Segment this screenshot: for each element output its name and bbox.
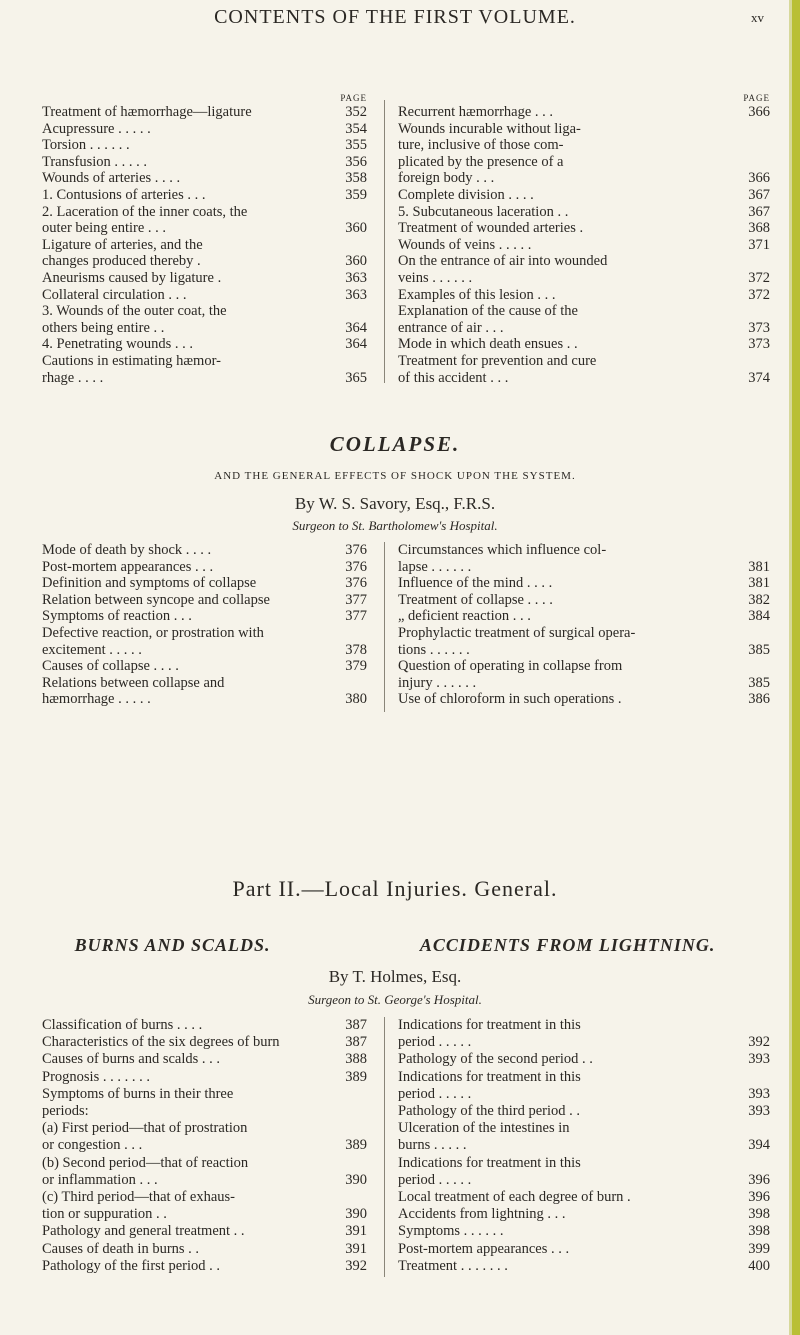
toc-entry xyxy=(398,1206,770,1223)
toc-entry-page: 377 xyxy=(345,591,367,608)
toc-entry-text: Characteristics of the six degrees of burn xyxy=(42,1034,280,1051)
toc-entry xyxy=(398,559,770,576)
lightning-title: ACCIDENTS FROM LIGHTNING. xyxy=(419,935,716,955)
toc-entry-text: others being entire . . xyxy=(42,319,165,336)
toc-entry-page: 381 xyxy=(748,558,770,575)
toc-entry-page: 363 xyxy=(345,269,367,286)
toc-entry xyxy=(42,270,367,287)
toc-entry xyxy=(398,253,770,270)
toc-entry-text: 5. Subcutaneous laceration . . xyxy=(398,203,569,220)
toc-entry xyxy=(42,1051,367,1068)
toc-entry-text: Post-mortem appearances . . . xyxy=(398,1240,570,1257)
toc-entry xyxy=(398,1258,770,1275)
toc-entry-text: Accidents from lightning . . . xyxy=(398,1206,566,1223)
toc-entry xyxy=(42,303,367,320)
toc-entry-text: (b) Second period—that of reaction xyxy=(42,1154,249,1171)
toc-entry-text: Examples of this lesion . . . xyxy=(398,286,556,303)
toc-entry-page: 376 xyxy=(345,542,367,558)
toc-entry-page: 392 xyxy=(345,1257,367,1274)
toc-entry xyxy=(398,542,770,559)
burns-author: By T. Holmes, Esq. xyxy=(328,967,462,986)
toc-entry xyxy=(42,625,367,642)
toc-entry xyxy=(42,1120,367,1137)
toc-entry-text: Symptoms of reaction . . . xyxy=(42,608,192,625)
toc-entry xyxy=(42,1069,367,1086)
toc-entry-text: 4. Penetrating wounds . . . xyxy=(42,336,194,353)
toc-entry-text: Pathology of the third period . . xyxy=(398,1103,581,1120)
toc-entry-text: of this accident . . . xyxy=(398,369,509,386)
toc-entry-text: „ deficient reaction . . . xyxy=(398,608,531,625)
toc-entry-page: 396 xyxy=(748,1171,770,1188)
toc-entry-page: 389 xyxy=(345,1137,367,1154)
toc-entry-text: Wounds of arteries . . . . xyxy=(42,170,181,187)
toc-entry xyxy=(42,320,367,337)
toc-entry-page: 389 xyxy=(345,1068,367,1085)
toc-entry-page: 379 xyxy=(345,658,367,675)
toc-entry-page: 373 xyxy=(748,336,770,353)
toc-entry-text: period . . . . . xyxy=(398,1171,472,1188)
toc-entry xyxy=(398,691,770,708)
toc-entry-text: plicated by the presence of a xyxy=(398,153,564,170)
toc-entry-page: 359 xyxy=(345,186,367,203)
toc-entry xyxy=(398,121,770,138)
toc-entry xyxy=(398,1086,770,1103)
toc-entry-text: changes produced thereby . xyxy=(42,253,201,270)
toc-entry xyxy=(398,642,770,659)
toc-entry-page: 363 xyxy=(345,286,367,303)
toc-entry-page: 356 xyxy=(345,153,367,170)
toc-entry xyxy=(42,370,367,387)
toc-entry-page: 355 xyxy=(345,137,367,154)
toc-entry-text: Collateral circulation . . . xyxy=(42,286,187,303)
toc-entry-page: 387 xyxy=(345,1034,367,1051)
toc-entry-page: 385 xyxy=(748,674,770,691)
toc-entry-text: outer being entire . . . xyxy=(42,220,167,237)
column-divider xyxy=(384,1017,385,1277)
toc-entry-page: 386 xyxy=(748,691,770,708)
toc-entry xyxy=(42,592,367,609)
burns-right-column xyxy=(398,1017,770,1275)
toc-entry xyxy=(398,608,770,625)
toc-entry xyxy=(398,1155,770,1172)
toc-entry xyxy=(398,237,770,254)
toc-entry xyxy=(398,287,770,304)
running-title: CONTENTS OF THE FIRST VOLUME. xyxy=(214,6,576,28)
toc-entry-page: 384 xyxy=(748,608,770,625)
toc-entry-text: Ligature of arteries, and the xyxy=(42,236,203,253)
toc-entry-text: Causes of burns and scalds . . . xyxy=(42,1051,221,1068)
toc-entry-text: Treatment of wounded arteries . xyxy=(398,220,584,237)
toc-entry-text: Post-mortem appearances . . . xyxy=(42,558,214,575)
toc-entry-text: Definition and symptoms of collapse xyxy=(42,575,257,592)
collapse-title: COLLAPSE. xyxy=(329,432,461,456)
toc-entry-page: 390 xyxy=(345,1171,367,1188)
toc-entry-text: lapse . . . . . . xyxy=(398,558,472,575)
toc-entry-text: Relation between syncope and collapse xyxy=(42,591,270,608)
toc-entry xyxy=(398,336,770,353)
toc-entry-text: hæmorrhage . . . . . xyxy=(42,691,151,708)
toc-entry-text: (a) First period—that of prostration xyxy=(42,1120,248,1137)
toc-entry-text: Recurrent hæmorrhage . . . xyxy=(398,104,554,120)
toc-entry xyxy=(398,204,770,221)
toc-entry xyxy=(398,658,770,675)
toc-entry-text: Torsion . . . . . . xyxy=(42,137,130,154)
top-left-column xyxy=(42,93,367,386)
toc-entry-text: Classification of burns . . . . xyxy=(42,1017,203,1033)
toc-entry-page: 366 xyxy=(748,170,770,187)
toc-entry xyxy=(398,1017,770,1034)
toc-entry xyxy=(42,170,367,187)
toc-entry-page: 398 xyxy=(748,1206,770,1223)
toc-entry-page: 393 xyxy=(748,1051,770,1068)
toc-entry xyxy=(398,1034,770,1051)
toc-entry xyxy=(42,1103,367,1120)
toc-entry xyxy=(398,575,770,592)
toc-entry-text: Wounds of veins . . . . . xyxy=(398,236,532,253)
toc-entry xyxy=(42,137,367,154)
toc-entry-text: Circumstances which influence col- xyxy=(398,542,607,558)
toc-entry xyxy=(398,1241,770,1258)
column-divider xyxy=(384,542,385,712)
toc-entry-text: or inflammation . . . xyxy=(42,1171,158,1188)
toc-entry-page: 381 xyxy=(748,575,770,592)
toc-entry-text: Transfusion . . . . . xyxy=(42,153,148,170)
toc-entry-page: 372 xyxy=(748,286,770,303)
toc-entry xyxy=(398,1189,770,1206)
toc-entry xyxy=(398,1137,770,1154)
toc-entry xyxy=(42,204,367,221)
burns-headings xyxy=(0,935,790,956)
collapse-affiliation: Surgeon to St. Bartholomew's Hospital. xyxy=(292,518,498,533)
toc-entry-text: Treatment of hæmorrhage—ligature xyxy=(42,104,252,120)
toc-entry-page: 385 xyxy=(748,641,770,658)
toc-entry-page: 378 xyxy=(345,641,367,658)
page-label: PAGE xyxy=(340,93,367,103)
toc-entry-text: 2. Laceration of the inner coats, the xyxy=(42,203,248,220)
toc-entry-text: Indications for treatment in this xyxy=(398,1068,581,1085)
toc-entry-page: 376 xyxy=(345,575,367,592)
toc-entry xyxy=(42,1223,367,1240)
toc-entry-text: Aneurisms caused by ligature . xyxy=(42,269,222,286)
toc-entry-text: excitement . . . . . xyxy=(42,641,142,658)
toc-entry xyxy=(398,137,770,154)
toc-entry-text: period . . . . . xyxy=(398,1085,472,1102)
toc-entry xyxy=(42,121,367,138)
toc-entry-page: 372 xyxy=(748,269,770,286)
burns-left-column xyxy=(42,1017,367,1275)
page-edge-shadow xyxy=(789,0,792,1335)
toc-entry xyxy=(398,1051,770,1068)
toc-entry xyxy=(42,1241,367,1258)
toc-entry-text: 3. Wounds of the outer coat, the xyxy=(42,303,227,320)
toc-entry xyxy=(42,1086,367,1103)
toc-entry xyxy=(398,320,770,337)
toc-entry-page: 373 xyxy=(748,319,770,336)
toc-entry xyxy=(42,154,367,171)
toc-entry-text: Prognosis . . . . . . . xyxy=(42,1068,150,1085)
toc-entry-text: burns . . . . . xyxy=(398,1137,467,1154)
toc-entry xyxy=(42,642,367,659)
toc-entry-text: or congestion . . . xyxy=(42,1137,143,1154)
toc-entry-text: foreign body . . . xyxy=(398,170,495,187)
toc-entry xyxy=(398,1223,770,1240)
toc-entry xyxy=(398,592,770,609)
toc-entry-page: 391 xyxy=(345,1223,367,1240)
toc-entry-page: 393 xyxy=(748,1103,770,1120)
toc-entry-text: Symptoms . . . . . . xyxy=(398,1223,504,1240)
toc-entry xyxy=(42,575,367,592)
toc-entry-text: period . . . . . xyxy=(398,1034,472,1051)
toc-entry xyxy=(42,1206,367,1223)
toc-entry xyxy=(42,1189,367,1206)
toc-entry xyxy=(398,625,770,642)
toc-entry xyxy=(398,1103,770,1120)
toc-entry xyxy=(398,675,770,692)
toc-entry-page: 367 xyxy=(748,186,770,203)
collapse-left-column xyxy=(42,542,367,708)
toc-entry xyxy=(42,237,367,254)
toc-entry xyxy=(42,1155,367,1172)
toc-entry-text: Prophylactic treatment of surgical opera- xyxy=(398,624,636,641)
toc-entry xyxy=(42,1258,367,1275)
toc-entry xyxy=(42,658,367,675)
toc-entry-text: injury . . . . . . xyxy=(398,674,477,691)
toc-entry xyxy=(42,675,367,692)
part-heading: Part II.—Local Injuries. General. xyxy=(232,876,558,901)
toc-entry xyxy=(42,336,367,353)
toc-entry xyxy=(398,170,770,187)
toc-entry-page: 367 xyxy=(748,203,770,220)
toc-entry-page: 380 xyxy=(345,691,367,708)
toc-entry-page: 360 xyxy=(345,220,367,237)
page-edge-strip xyxy=(792,0,800,1335)
top-right-column xyxy=(398,93,770,386)
burns-affiliation: Surgeon to St. George's Hospital. xyxy=(308,992,482,1007)
collapse-author: By W. S. Savory, Esq., F.R.S. xyxy=(294,494,496,513)
toc-entry-text: 1. Contusions of arteries . . . xyxy=(42,186,206,203)
toc-entry-text: Mode in which death ensues . . xyxy=(398,336,578,353)
toc-entry-page: 391 xyxy=(345,1240,367,1257)
toc-entry-text: Causes of collapse . . . . xyxy=(42,658,179,675)
toc-entry-text: tion or suppuration . . xyxy=(42,1206,167,1223)
toc-entry-text: Use of chloroform in such operations . xyxy=(398,691,622,708)
collapse-right-column xyxy=(398,542,770,708)
toc-entry-text: periods: xyxy=(42,1103,89,1120)
toc-entry-text: Cautions in estimating hæmor- xyxy=(42,352,221,369)
toc-entry xyxy=(42,287,367,304)
toc-entry xyxy=(398,270,770,287)
toc-entry-text: (c) Third period—that of exhaus- xyxy=(42,1189,236,1206)
toc-entry-page: 394 xyxy=(748,1137,770,1154)
toc-entry-page: 365 xyxy=(345,369,367,386)
burns-title: BURNS AND SCALDS. xyxy=(74,935,271,955)
toc-entry-text: Defective reaction, or prostration with xyxy=(42,624,264,641)
toc-entry xyxy=(42,1034,367,1051)
toc-entry-text: Symptoms of burns in their three xyxy=(42,1085,234,1102)
toc-entry-text: ture, inclusive of those com- xyxy=(398,137,564,154)
toc-entry-page: 392 xyxy=(748,1034,770,1051)
toc-entry-page: 368 xyxy=(748,220,770,237)
toc-entry xyxy=(42,1172,367,1189)
toc-entry-text: rhage . . . . xyxy=(42,369,104,386)
toc-entry-page: 364 xyxy=(345,319,367,336)
toc-entry-page: 390 xyxy=(345,1206,367,1223)
toc-entry-text: Indications for treatment in this xyxy=(398,1154,581,1171)
toc-entry xyxy=(398,1172,770,1189)
toc-entry xyxy=(42,104,367,121)
toc-entry xyxy=(398,353,770,370)
toc-entry-text: Mode of death by shock . . . . xyxy=(42,542,212,558)
toc-entry-page: 374 xyxy=(748,369,770,386)
toc-entry-page: 352 xyxy=(345,104,367,120)
toc-entry xyxy=(42,608,367,625)
column-divider xyxy=(384,100,385,383)
toc-entry-text: Relations between collapse and xyxy=(42,674,225,691)
toc-entry-text: Question of operating in collapse from xyxy=(398,658,623,675)
toc-entry-text: Local treatment of each degree of burn . xyxy=(398,1189,631,1206)
toc-entry-page: 358 xyxy=(345,170,367,187)
toc-entry-text: Indications for treatment in this xyxy=(398,1017,581,1033)
toc-entry-page: 360 xyxy=(345,253,367,270)
toc-entry-text: Explanation of the cause of the xyxy=(398,303,578,320)
toc-entry xyxy=(42,220,367,237)
toc-entry-text: Pathology of the first period . . xyxy=(42,1257,221,1274)
toc-entry-page: 366 xyxy=(748,104,770,120)
toc-entry-page: 354 xyxy=(345,120,367,137)
toc-entry-page: 399 xyxy=(748,1240,770,1257)
toc-entry-page: 400 xyxy=(748,1257,770,1274)
toc-entry-text: Ulceration of the intestines in xyxy=(398,1120,570,1137)
toc-entry-page: 388 xyxy=(345,1051,367,1068)
toc-entry-page: 398 xyxy=(748,1223,770,1240)
toc-entry xyxy=(42,253,367,270)
toc-entry xyxy=(42,353,367,370)
toc-entry-text: Treatment . . . . . . . xyxy=(398,1257,508,1274)
toc-entry xyxy=(42,187,367,204)
toc-entry-page: 382 xyxy=(748,591,770,608)
toc-entry xyxy=(398,104,770,121)
toc-entry-page: 377 xyxy=(345,608,367,625)
toc-entry xyxy=(398,370,770,387)
toc-entry-text: Acupressure . . . . . xyxy=(42,120,151,137)
toc-entry xyxy=(398,1120,770,1137)
page-folio: xv xyxy=(751,10,764,25)
toc-entry-page: 387 xyxy=(345,1017,367,1033)
toc-entry-text: tions . . . . . . xyxy=(398,641,470,658)
toc-entry-page: 376 xyxy=(345,558,367,575)
toc-entry-text: Complete division . . . . xyxy=(398,186,534,203)
toc-entry xyxy=(42,559,367,576)
toc-entry xyxy=(42,542,367,559)
toc-entry xyxy=(398,220,770,237)
toc-entry xyxy=(398,187,770,204)
collapse-subtitle: AND THE GENERAL EFFECTS OF SHOCK UPON THE SYSTEM. xyxy=(214,470,576,482)
toc-entry-text: Treatment for prevention and cure xyxy=(398,352,597,369)
toc-entry-page: 393 xyxy=(748,1085,770,1102)
toc-entry xyxy=(42,1017,367,1034)
toc-entry-text: Wounds incurable without liga- xyxy=(398,120,581,137)
toc-entry-page: 396 xyxy=(748,1189,770,1206)
toc-entry-page: 371 xyxy=(748,236,770,253)
toc-entry-text: entrance of air . . . xyxy=(398,319,504,336)
toc-entry-text: On the entrance of air into wounded xyxy=(398,253,608,270)
toc-entry xyxy=(398,154,770,171)
toc-entry-text: Influence of the mind . . . . xyxy=(398,575,553,592)
toc-entry-text: Causes of death in burns . . xyxy=(42,1240,200,1257)
toc-entry-text: Pathology of the second period . . xyxy=(398,1051,593,1068)
page-label: PAGE xyxy=(743,93,770,103)
toc-entry-text: veins . . . . . . xyxy=(398,269,473,286)
toc-entry-text: Pathology and general treatment . . xyxy=(42,1223,245,1240)
toc-entry-text: Treatment of collapse . . . . xyxy=(398,591,553,608)
toc-entry xyxy=(398,1069,770,1086)
toc-entry xyxy=(42,1137,367,1154)
toc-entry xyxy=(42,691,367,708)
toc-entry xyxy=(398,303,770,320)
toc-entry-page: 364 xyxy=(345,336,367,353)
